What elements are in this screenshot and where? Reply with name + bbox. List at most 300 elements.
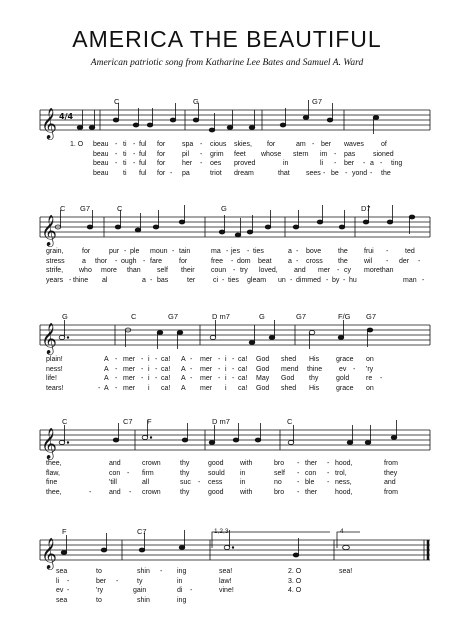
chord-symbol: D m7 xyxy=(212,312,230,321)
chord-symbol: C7 xyxy=(123,417,133,426)
lyric-syllable: - xyxy=(155,365,158,373)
lyric-syllable: His xyxy=(309,356,320,363)
lyric-syllable: mer xyxy=(123,356,136,363)
lyric-syllable: ev xyxy=(56,587,64,595)
lyric-syllable: - xyxy=(129,488,132,496)
lyric-syllable: i xyxy=(148,384,150,392)
lyric-syllable: for xyxy=(157,169,166,177)
lyric-syllable: im xyxy=(320,150,328,158)
lyric-syllable: - xyxy=(200,160,203,168)
lyric-syllable: ing xyxy=(177,596,187,604)
song-subtitle: American patriotic song from Katharine Lee Bates and Samuel A. Ward xyxy=(90,58,364,68)
lyric-syllable: 4. O xyxy=(288,587,302,595)
lyric-syllable: years xyxy=(46,276,64,284)
lyric-syllable: - xyxy=(380,160,383,168)
lyric-syllable: oes xyxy=(210,160,222,168)
lyric-syllable: sea xyxy=(56,596,68,604)
lyric-syllable: ber xyxy=(344,160,355,168)
lyric-syllable: - xyxy=(190,365,193,373)
time-signature: 4/4 xyxy=(59,112,74,121)
lyric-syllable: - xyxy=(370,169,373,177)
lyric-syllable: - xyxy=(386,248,389,255)
lyric-syllable: - xyxy=(247,248,250,255)
lyric-syllable: grim xyxy=(210,150,224,158)
lyric-syllable: ti xyxy=(123,150,127,158)
lyric-syllable: - xyxy=(67,587,70,595)
lyric-syllable: God xyxy=(256,384,270,392)
lyric-syllable: yond xyxy=(352,169,368,177)
lyric-syllable: cious xyxy=(210,141,227,148)
lyric-syllable: who xyxy=(79,267,92,275)
lyric-syllable: self xyxy=(157,267,168,275)
treble-clef-icon: 𝄞 xyxy=(41,215,57,246)
lyric-syllable: - xyxy=(170,169,173,177)
lyric-syllable: of xyxy=(381,141,387,148)
lyric-syllable: tears! xyxy=(46,384,64,392)
lyric-syllable: with xyxy=(240,460,253,467)
lyric-syllable: - xyxy=(334,150,337,158)
lyric-syllable: - xyxy=(327,479,330,487)
lyric-syllable: for xyxy=(179,257,188,265)
lyric-syllable: mer xyxy=(123,375,136,383)
lyric-syllable: ful xyxy=(139,160,147,168)
lyric-syllable: - xyxy=(297,488,300,496)
lyric-syllable: dom xyxy=(237,257,251,265)
lyric-syllable: ter xyxy=(187,276,196,284)
chord-symbol: F xyxy=(62,527,67,536)
lyric-syllable: grace xyxy=(336,356,354,363)
lyric-syllable: ev xyxy=(339,365,347,373)
lyric-syllable: li xyxy=(320,160,324,168)
lyric-syllable: cy xyxy=(344,267,351,275)
lyric-syllable: i xyxy=(225,365,227,373)
chord-symbol: G xyxy=(221,204,227,213)
lyric-syllable: ber xyxy=(321,141,332,148)
lyric-syllable: suc xyxy=(180,479,191,487)
lyric-syllable: for xyxy=(82,248,91,255)
lyric-syllable: i xyxy=(148,375,150,383)
lyric-syllable: - xyxy=(422,276,425,284)
lyric-syllable: - xyxy=(115,384,118,392)
lyric-syllable: - xyxy=(115,150,118,158)
lyric-syllable: - xyxy=(141,365,144,373)
chord-symbol: C xyxy=(287,417,293,426)
chord-symbol: G7 xyxy=(296,312,307,321)
lyric-syllable: - xyxy=(418,257,421,265)
lyric-syllable: loved, xyxy=(259,267,278,275)
lyric-syllable: con xyxy=(305,469,317,477)
lyric-syllable: ness, xyxy=(335,479,352,487)
lyric-syllable: i xyxy=(225,356,227,363)
lyric-syllable: ness! xyxy=(46,365,63,373)
lyric-syllable: i xyxy=(148,356,150,363)
lyric-syllable: free xyxy=(211,257,224,265)
lyric-syllable: - xyxy=(190,587,193,595)
lyric-syllable: hood, xyxy=(335,488,353,496)
lyric-syllable: thy xyxy=(180,460,190,467)
lyric-syllable: i xyxy=(225,375,227,383)
lyric-syllable: - xyxy=(327,469,330,477)
lyric-syllable: - xyxy=(326,276,329,284)
lyric-syllable: mer xyxy=(318,267,331,275)
lyric-syllable: and xyxy=(109,488,121,496)
lyric-syllable: grain, xyxy=(46,248,64,255)
lyric-syllable: ca! xyxy=(238,384,248,392)
lyric-syllable: - xyxy=(218,356,221,363)
lyric-syllable: mer xyxy=(200,365,213,373)
lyric-syllable: firm xyxy=(142,469,154,477)
lyric-syllable: ther xyxy=(305,460,318,467)
lyric-syllable: ca! xyxy=(238,365,248,373)
lyric-syllable: God xyxy=(256,365,270,373)
lyric-syllable: sould xyxy=(208,469,225,477)
lyric-syllable: ti xyxy=(123,160,127,168)
lyric-syllable: dream xyxy=(234,169,254,177)
lyric-syllable: in xyxy=(240,469,246,477)
lyric-syllable: - xyxy=(89,488,92,496)
lyric-syllable: on xyxy=(366,384,374,392)
lyric-syllable: 'ry xyxy=(96,587,104,595)
lyric-syllable: ful xyxy=(139,169,147,177)
lyric-syllable: May xyxy=(256,375,270,383)
lyric-syllable: plain! xyxy=(46,356,63,363)
lyric-syllable: - xyxy=(327,460,330,467)
lyric-syllable: ca! xyxy=(161,384,171,392)
lyric-syllable: ted xyxy=(405,248,415,255)
lyric-syllable: crown xyxy=(142,488,161,496)
lyric-syllable: ca! xyxy=(161,356,171,363)
lyric-syllable: in xyxy=(283,160,289,168)
lyric-syllable: - xyxy=(297,479,300,487)
lyric-syllable: i xyxy=(148,365,150,373)
lyric-syllable: - xyxy=(116,577,119,585)
lyric-syllable: - xyxy=(115,160,118,168)
lyric-syllable: thy xyxy=(180,469,190,477)
lyric-syllable: for xyxy=(157,160,166,168)
lyric-syllable: thee, xyxy=(46,488,62,496)
lyric-syllable: - xyxy=(115,375,118,383)
lyric-syllable: her xyxy=(182,160,193,168)
lyric-syllable: ther xyxy=(305,488,318,496)
lyric-syllable: thy xyxy=(309,375,319,383)
lyric-syllable: sees xyxy=(306,169,321,177)
chord-symbol: C xyxy=(60,204,66,213)
lyric-syllable: i xyxy=(225,384,227,392)
lyric-syllable: a xyxy=(370,160,374,168)
chord-symbol: G7 xyxy=(366,312,377,321)
chord-symbol: C xyxy=(62,417,68,426)
lyric-syllable: for xyxy=(157,150,166,158)
lyric-syllable: - xyxy=(150,276,153,284)
lyric-syllable: His xyxy=(309,384,320,392)
treble-clef-icon: 𝄞 xyxy=(41,428,57,459)
lyric-syllable: bas xyxy=(157,276,169,284)
lyric-syllable: hood, xyxy=(335,460,353,467)
lyric-syllable: thor xyxy=(95,257,108,265)
lyric-syllable: gold xyxy=(336,375,350,383)
chord-symbol: G7 xyxy=(80,204,91,213)
lyric-syllable: A xyxy=(104,375,109,383)
lyric-syllable: ful xyxy=(139,150,147,158)
lyric-syllable: pil xyxy=(182,150,190,158)
lyric-syllable: - xyxy=(160,568,163,575)
lyric-syllable: feet xyxy=(234,150,246,158)
lyric-syllable: - xyxy=(296,248,299,255)
song-title: AMERICA THE BEAUTIFUL xyxy=(72,26,382,52)
chord-symbol: C xyxy=(117,204,123,213)
lyric-syllable: ties xyxy=(253,248,264,255)
lyric-syllable: - xyxy=(231,257,234,265)
lyric-syllable: hu xyxy=(349,276,357,284)
lyric-syllable: for xyxy=(267,141,276,148)
lyric-syllable: a xyxy=(82,257,86,265)
lyric-syllable: than xyxy=(127,267,141,275)
lyric-syllable: - xyxy=(115,257,118,265)
lyric-syllable: al xyxy=(102,276,108,284)
lyric-syllable: to xyxy=(96,596,102,604)
lyric-syllable: wil xyxy=(364,257,373,265)
lyric-syllable: - xyxy=(190,356,193,363)
lyric-syllable: bro xyxy=(274,460,285,467)
lyric-syllable: in xyxy=(177,577,183,585)
lyric-syllable: stern xyxy=(293,150,309,158)
lyric-syllable: ma xyxy=(211,248,221,255)
lyric-syllable: life! xyxy=(46,375,57,383)
lyric-syllable: ca! xyxy=(161,375,171,383)
lyric-syllable: un xyxy=(278,276,286,284)
lyric-syllable: A xyxy=(181,365,186,373)
lyric-syllable: to xyxy=(96,568,102,575)
lyric-syllable: - xyxy=(323,169,326,177)
chord-symbol: G xyxy=(193,97,199,106)
lyric-syllable: - xyxy=(386,257,389,265)
lyric-syllable: - xyxy=(98,384,101,392)
lyric-syllable: a xyxy=(288,257,292,265)
lyric-syllable: they xyxy=(384,469,398,477)
lyric-syllable: - xyxy=(233,267,236,275)
treble-clef-icon: 𝄞 xyxy=(41,323,57,354)
lyric-syllable: coun xyxy=(211,267,227,275)
lyric-syllable: sioned xyxy=(373,150,394,158)
lyric-syllable: shin xyxy=(137,596,150,604)
lyric-syllable: ber xyxy=(96,577,107,585)
chord-symbol: G xyxy=(259,312,265,321)
lyric-syllable: - xyxy=(133,150,136,158)
lyric-syllable: tain xyxy=(179,248,191,255)
lyric-syllable: gleam xyxy=(247,276,267,284)
lyric-syllable: ca! xyxy=(238,375,248,383)
lyric-syllable: bro xyxy=(274,488,285,496)
lyric-syllable: and xyxy=(109,460,121,467)
lyric-syllable: - xyxy=(232,365,235,373)
lyric-syllable: - xyxy=(67,577,70,585)
chord-symbol: C7 xyxy=(137,527,147,536)
lyric-syllable: for xyxy=(157,141,166,148)
lyric-syllable: good xyxy=(208,460,224,467)
lyric-syllable: the xyxy=(381,169,391,177)
lyric-syllable: stress xyxy=(46,257,65,265)
lyric-syllable: and xyxy=(384,479,396,487)
lyric-syllable: crown xyxy=(142,460,161,467)
chord-symbol: F/G xyxy=(338,312,351,321)
lyric-syllable: whose xyxy=(261,150,282,158)
lyric-syllable: ti xyxy=(123,141,127,148)
lyric-syllable: sea! xyxy=(339,568,353,575)
lyric-syllable: flaw, xyxy=(46,469,61,477)
volta-label-1: 1,2,3 xyxy=(214,528,229,535)
lyric-syllable: ties xyxy=(228,276,239,284)
lyric-syllable: ty xyxy=(137,577,143,585)
lyric-syllable: triot xyxy=(210,169,222,177)
volta-label-2: 4 xyxy=(340,528,344,535)
lyric-syllable: spa xyxy=(182,141,194,148)
staff-5 xyxy=(40,532,430,560)
chord-symbol: C xyxy=(131,312,137,321)
lyric-syllable: - xyxy=(141,375,144,383)
lyric-syllable: A xyxy=(181,384,186,392)
lyric-syllable: sea xyxy=(56,568,68,575)
lyric-syllable: - xyxy=(69,276,72,284)
lyric-syllable: - xyxy=(353,365,356,373)
lyric-syllable: li xyxy=(56,577,60,585)
lyric-syllable: - xyxy=(200,150,203,158)
lyric-syllable: beau xyxy=(93,169,109,177)
lyric-syllable: - xyxy=(312,141,315,148)
lyric-syllable: con xyxy=(109,469,121,477)
lyric-syllable: ough xyxy=(121,257,137,265)
lyric-syllable: pa xyxy=(182,169,190,177)
lyric-syllable: more xyxy=(101,267,117,275)
lyric-syllable: ca! xyxy=(238,356,248,363)
lyric-syllable: mer xyxy=(123,365,136,373)
lyric-syllable: 'ry xyxy=(366,365,374,373)
lyric-syllable: their xyxy=(181,267,195,275)
lyric-syllable: cross xyxy=(306,257,323,265)
chord-symbol: G7 xyxy=(168,312,179,321)
lyric-syllable: in xyxy=(240,479,246,487)
lyric-syllable: re xyxy=(366,375,373,383)
lyric-syllable: gain xyxy=(133,587,147,595)
lyric-syllable: 3. O xyxy=(288,577,302,585)
chord-symbol: F xyxy=(147,417,152,426)
lyric-syllable: - xyxy=(133,160,136,168)
lyric-syllable: waves xyxy=(344,141,364,148)
lyric-syllable: with xyxy=(240,488,253,496)
lyric-syllable: mer xyxy=(123,384,136,392)
lyric-syllable: mer xyxy=(200,356,213,363)
treble-clef-icon: 𝄞 xyxy=(41,538,57,569)
lyric-syllable: and xyxy=(294,267,306,275)
lyric-syllable: cess xyxy=(208,479,223,487)
lyric-syllable: - xyxy=(222,276,225,284)
lyric-syllable: by xyxy=(332,276,340,284)
lyric-syllable: from xyxy=(384,488,398,496)
lyric-syllable: ci xyxy=(213,276,219,284)
lyric-syllable: - xyxy=(115,141,118,148)
lyric-syllable: am xyxy=(296,141,306,148)
lyric-syllable: thine xyxy=(73,276,89,284)
chord-symbol: D m7 xyxy=(212,417,230,426)
lyric-syllable: - xyxy=(218,365,221,373)
lyric-syllable: morethan xyxy=(364,267,394,275)
lyric-syllable: - xyxy=(133,141,136,148)
lyric-syllable: - xyxy=(296,257,299,265)
lyric-syllable: vine! xyxy=(219,587,234,595)
lyric-syllable: - xyxy=(200,141,203,148)
lyric-syllable: ple xyxy=(130,248,140,255)
lyric-syllable: pur xyxy=(109,248,120,255)
chord-symbol: G7 xyxy=(312,97,323,106)
lyric-syllable: ing xyxy=(177,568,187,575)
lyric-syllable: moun xyxy=(150,248,168,255)
lyric-syllable: shed xyxy=(281,384,297,392)
lyric-syllable: God xyxy=(281,375,295,383)
lyric-syllable: mer xyxy=(200,384,213,392)
lyric-syllable: - xyxy=(297,469,300,477)
lyric-syllable: mend xyxy=(281,365,299,373)
lyric-syllable: 1. O xyxy=(70,141,84,148)
lyric-syllable: A xyxy=(181,356,186,363)
treble-clef-icon: 𝄞 xyxy=(41,108,57,139)
lyric-syllable: A xyxy=(104,356,109,363)
lyric-syllable: beau xyxy=(93,141,109,148)
lyric-syllable: good xyxy=(208,488,224,496)
lyric-syllable: - xyxy=(124,248,127,255)
lyric-syllable: A xyxy=(104,365,109,373)
lyric-syllable: shed xyxy=(281,356,297,363)
lyric-syllable: no xyxy=(274,479,282,487)
lyric-syllable: pas xyxy=(344,150,356,158)
lyric-syllable: frui xyxy=(364,248,374,255)
lyric-syllable: - xyxy=(232,375,235,383)
lyric-syllable: - xyxy=(141,356,144,363)
lyric-syllable: thine xyxy=(307,365,323,373)
lyric-syllable: ble xyxy=(305,479,315,487)
lyric-syllable: self xyxy=(274,469,285,477)
lyric-syllable: 2. O xyxy=(288,568,302,575)
lyric-syllable: beat xyxy=(258,257,272,265)
lyric-syllable: man xyxy=(403,276,417,284)
lyric-syllable: - xyxy=(218,375,221,383)
notes-system-5 xyxy=(61,530,349,557)
lyric-syllable: ti xyxy=(123,169,127,177)
lyric-syllable: fine xyxy=(46,479,58,487)
lyric-syllable: - xyxy=(198,479,201,487)
lyric-syllable: - xyxy=(290,276,293,284)
lyric-syllable: the xyxy=(338,257,348,265)
lyric-syllable: - xyxy=(334,160,337,168)
lyric-syllable: a xyxy=(288,248,292,255)
lyric-syllable: mer xyxy=(200,375,213,383)
lyric-syllable: law! xyxy=(219,577,232,585)
lyric-syllable: ting xyxy=(391,160,403,168)
lyric-syllable: thy xyxy=(180,488,190,496)
lyric-syllable: der xyxy=(399,257,410,265)
lyric-syllable: - xyxy=(155,356,158,363)
lyric-syllable: - xyxy=(345,169,348,177)
chord-symbol: D7 xyxy=(361,204,371,213)
lyric-syllable: beau xyxy=(93,150,109,158)
lyric-syllable: - xyxy=(115,365,118,373)
lyric-syllable: sea! xyxy=(219,568,233,575)
lyric-syllable: try xyxy=(240,267,248,275)
lyric-syllable: A xyxy=(104,384,109,392)
lyric-syllable: - xyxy=(343,276,346,284)
lyric-syllable: that xyxy=(278,169,290,177)
notes-system-1 xyxy=(77,100,379,134)
lyric-syllable: fare xyxy=(150,257,163,265)
lyric-syllable: proved xyxy=(234,160,256,168)
